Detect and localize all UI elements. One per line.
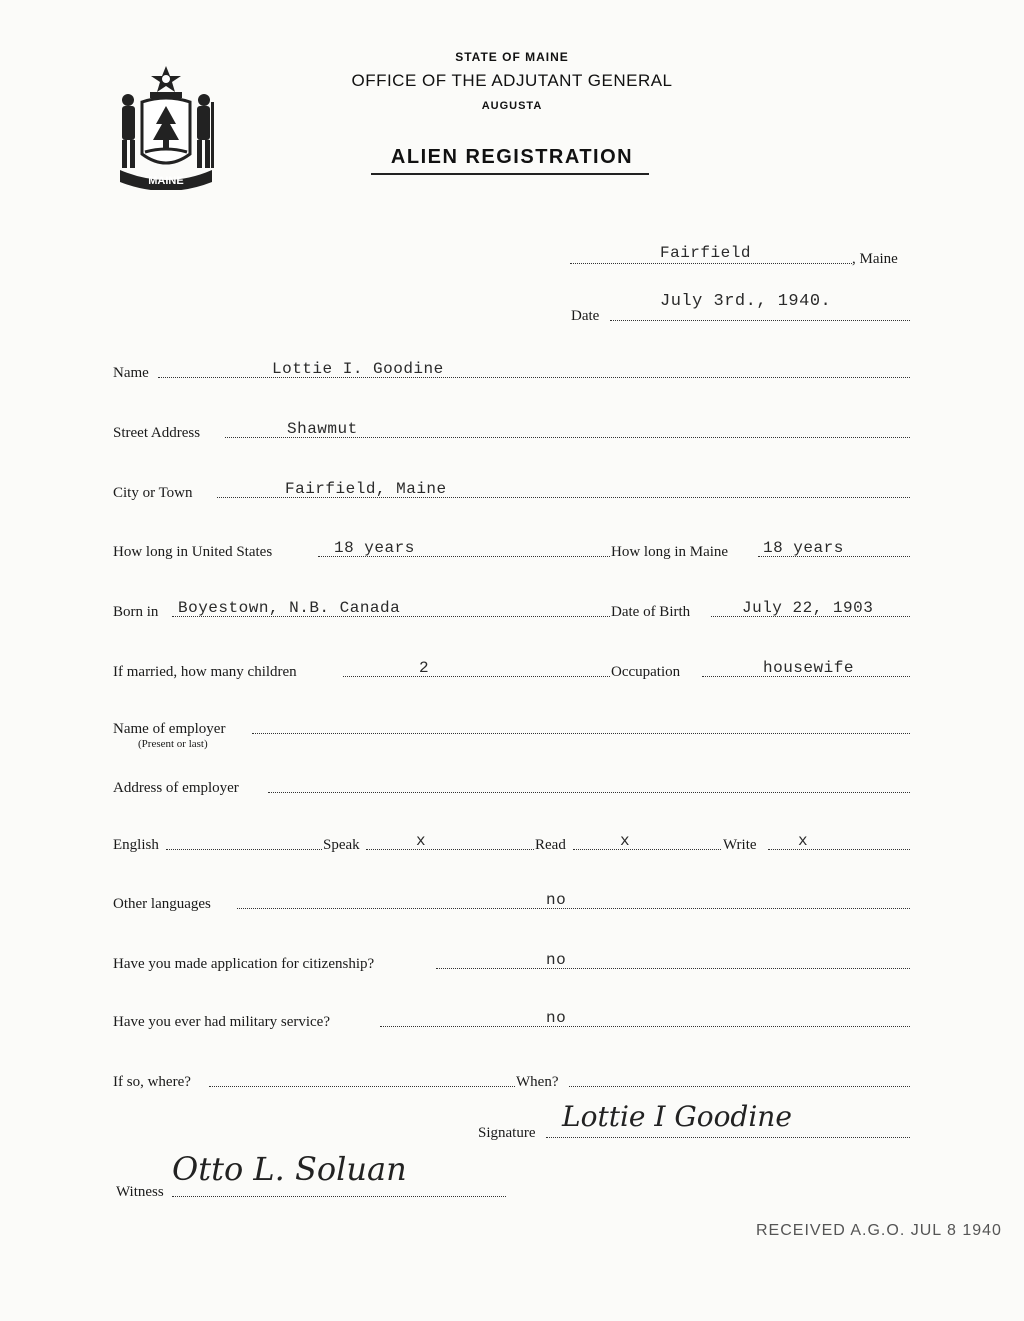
signature-label: Signature: [478, 1125, 536, 1141]
office-heading: OFFICE OF THE ADJUTANT GENERAL: [351, 71, 673, 90]
military-dotted-line: [380, 1026, 910, 1027]
form-title: ALIEN REGISTRATION: [390, 146, 634, 168]
us-duration-value: 18 years: [334, 539, 415, 557]
name-label: Name: [113, 365, 149, 381]
place-value: Fairfield: [660, 244, 751, 262]
born-in-value: Boyestown, N.B. Canada: [178, 599, 401, 617]
write-label: Write: [723, 837, 757, 853]
street-value: Shawmut: [287, 420, 358, 438]
maine-duration-value: 18 years: [763, 539, 844, 557]
when-label: When?: [516, 1074, 559, 1090]
other-languages-value: no: [546, 891, 567, 909]
born-in-label: Born in: [113, 604, 159, 620]
read-label: Read: [535, 837, 566, 853]
where-dotted-line: [209, 1086, 515, 1087]
other-languages-dotted-line: [237, 908, 910, 909]
date-label: Date: [571, 308, 600, 324]
state-heading: STATE OF MAINE: [455, 50, 569, 64]
write-dotted-line: [768, 849, 910, 850]
citizenship-dotted-line: [436, 968, 910, 969]
where-label: If so, where?: [113, 1074, 191, 1090]
english-dotted-line: [166, 849, 322, 850]
write-value: x: [798, 832, 809, 850]
when-dotted-line: [569, 1086, 910, 1087]
received-stamp: RECEIVED A.G.O. JUL 8 1940: [756, 1222, 1002, 1239]
title-underline: [371, 173, 649, 175]
signature-dotted-line: [546, 1137, 910, 1138]
employer-label: Name of employer: [113, 721, 226, 737]
place-suffix: , Maine: [852, 251, 898, 267]
other-languages-label: Other languages: [113, 896, 211, 912]
occupation-value: housewife: [763, 659, 854, 677]
dob-label: Date of Birth: [611, 604, 691, 620]
speak-value: x: [416, 832, 427, 850]
children-dotted-line: [343, 676, 610, 677]
maine-duration-label: How long in Maine: [611, 544, 729, 560]
military-value: no: [546, 1009, 567, 1027]
speak-dotted-line: [366, 849, 534, 850]
us-duration-label: How long in United States: [113, 544, 273, 560]
military-label: Have you ever had military service?: [113, 1014, 330, 1030]
city-label: City or Town: [113, 485, 193, 501]
occupation-label: Occupation: [611, 664, 681, 680]
city-heading: AUGUSTA: [481, 100, 543, 112]
witness-label: Witness: [116, 1184, 164, 1200]
date-dotted-line: [610, 320, 910, 321]
place-dotted-line: [570, 263, 852, 264]
employer-address-dotted-line: [268, 792, 910, 793]
speak-label: Speak: [323, 837, 360, 853]
street-label: Street Address: [113, 425, 201, 441]
children-label: If married, how many children: [113, 664, 297, 680]
city-value: Fairfield, Maine: [285, 480, 447, 498]
citizenship-value: no: [546, 951, 567, 969]
name-dotted-line: [158, 377, 910, 378]
employer-dotted-line: [252, 733, 910, 734]
children-value: 2: [419, 659, 430, 677]
read-dotted-line: [573, 849, 721, 850]
svg-text:MAINE: MAINE: [148, 175, 184, 187]
english-label: English: [113, 837, 159, 853]
employer-address-label: Address of employer: [113, 780, 239, 796]
signature-value: Lottie I Goodine: [562, 1100, 792, 1133]
name-value: Lottie I. Goodine: [272, 360, 444, 378]
date-value: July 3rd., 1940.: [660, 292, 832, 311]
witness-value: Otto L. Soluan: [172, 1150, 407, 1188]
witness-dotted-line: [172, 1196, 506, 1197]
read-value: x: [620, 832, 631, 850]
employer-sublabel: (Present or last): [138, 738, 208, 750]
citizenship-label: Have you made application for citizenship?: [113, 956, 375, 972]
dob-value: July 22, 1903: [742, 599, 874, 617]
